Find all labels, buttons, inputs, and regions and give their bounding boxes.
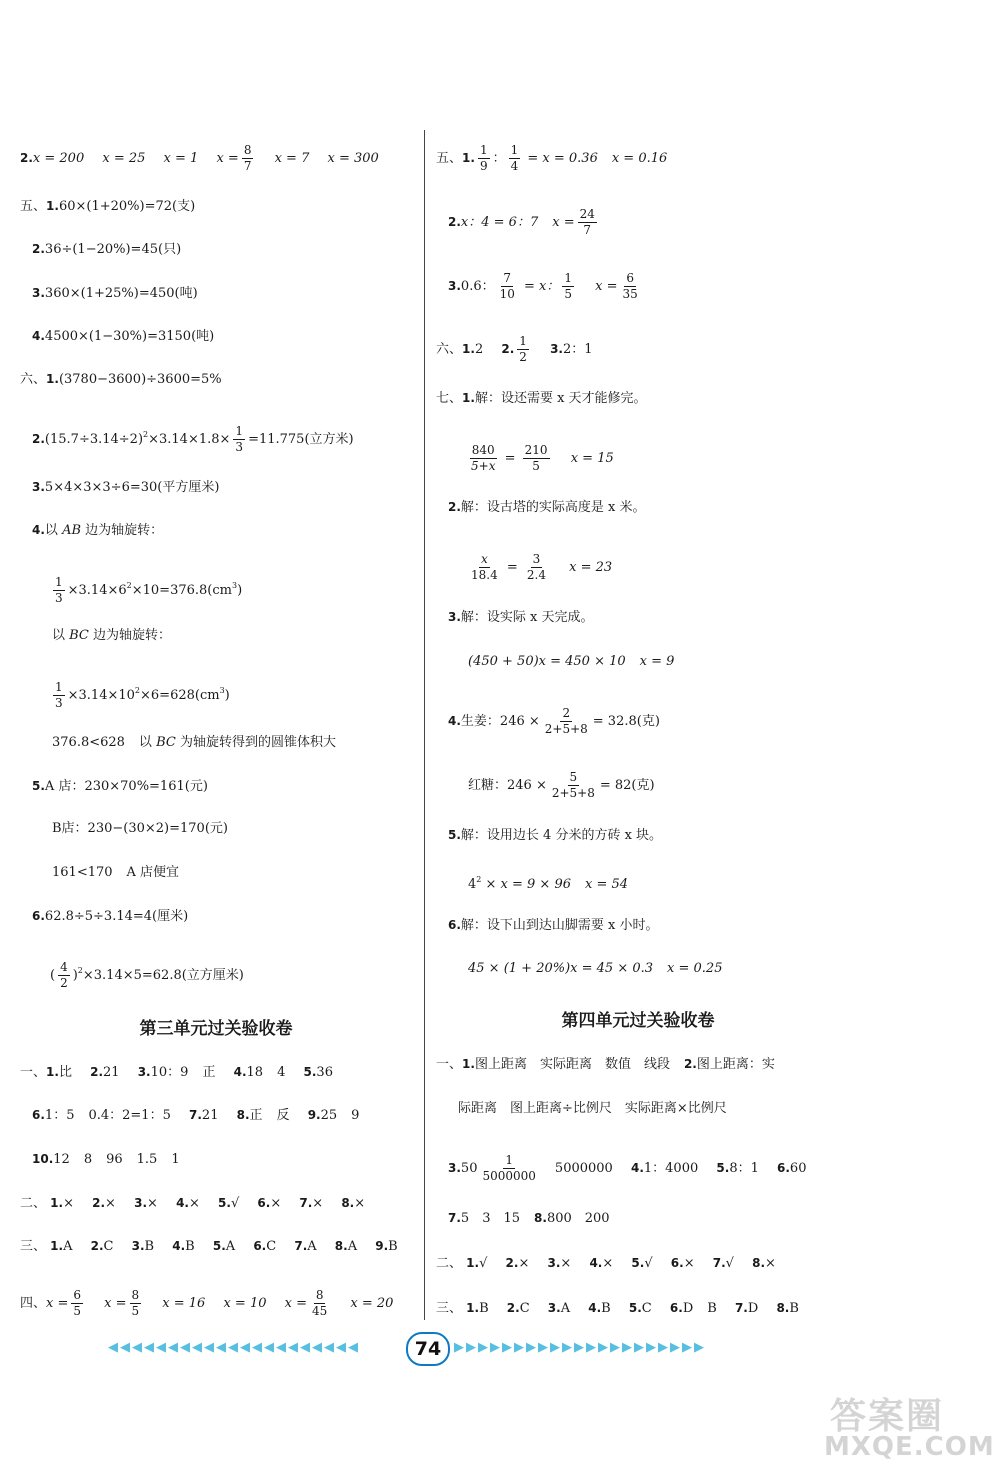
answer-line: 六、1.(3780−3600)÷3600=5% <box>20 372 222 387</box>
answer-line: 三、 1.A 2.C 3.B 4.B 5.A 6.C 7.A 8.A 9.B <box>20 1239 398 1254</box>
answer-line: $\frac{x}{18.4}$ = $\frac{3}{2.4}$ x = 23 <box>471 552 613 582</box>
fraction: $\frac{2}{2+5+8}$ <box>544 706 588 736</box>
answer-line: 以 BC 边为轴旋转： <box>52 628 172 643</box>
answer-line: 六、1.2 2. $\frac{1}{2}$ 3.2：1 <box>436 334 593 364</box>
answer-line: 2.x = 200 x = 25 x = 1 x = $\frac{8}{7}$ x = 7 x = 300 <box>20 143 379 173</box>
answer-line: (450 + 50)x = 450 × 10 x = 9 <box>468 654 675 669</box>
answer-line: 2.x：4 = 6：7 x = $\frac{24}{7}$ <box>448 207 595 237</box>
answer-line: B店：230−(30×2)=170(元) <box>52 821 228 836</box>
answer-line: 4.4500×(1−30%)=3150(吨) <box>32 329 215 344</box>
answer-line: 五、1.60×(1+20%)=72(支) <box>20 199 196 214</box>
fraction: $\frac{8}{7}$ <box>243 143 252 173</box>
answer-line: 五、1. $\frac{1}{9}$ ： $\frac{1}{4}$ = x = 0.36 x = 0.16 <box>436 143 668 173</box>
section-title: 第四单元过关验收卷 <box>561 1011 715 1031</box>
answer-line: 2.解：设古塔的实际高度是 x 米。 <box>448 500 646 515</box>
answer-line: 3.360×(1+25%)=450(吨) <box>32 286 198 301</box>
answer-line: 3.50 $\frac{1}{5000000}$ 5000000 4.1：4000 5.8：1 6.60 <box>448 1153 807 1183</box>
fraction: $\frac{8}{5}$ <box>131 1288 140 1318</box>
fraction: $\frac{840}{5+x}$ <box>471 443 496 473</box>
answer-line: 4.生姜：246 × $\frac{2}{2+5+8}$ = 32.8(克) <box>448 706 660 736</box>
answer-line: $4^2 \times x = 9 \times 96$ x = 54 <box>468 875 629 892</box>
column-divider <box>424 130 425 1320</box>
arrow-decoration-left: ◀◀◀◀◀◀◀◀◀◀◀◀◀◀◀◀◀◀◀◀◀ <box>108 1340 360 1355</box>
answer-line: 际距离 图上距离÷比例尺 实际距离×比例尺 <box>458 1101 727 1116</box>
answer-line: 4.以 AB 边为轴旋转： <box>32 523 164 538</box>
answer-line: 二、 1.× 2.× 3.× 4.× 5.√ 6.× 7.× 8.× <box>20 1196 366 1211</box>
answer-line: 7.5 3 15 8.800 200 <box>448 1211 610 1226</box>
answer-line: 5.A 店：230×70%=161(元) <box>32 779 208 794</box>
fraction: $\frac{1}{9}$ <box>479 143 488 173</box>
fraction: $\frac{3}{2.4}$ <box>526 552 546 582</box>
fraction: $\frac{210}{5}$ <box>524 443 548 473</box>
fraction: $\frac{1}{5000000}$ <box>482 1153 536 1183</box>
answer-line: $\frac{840}{5+x}$ = $\frac{210}{5}$ x = 15 <box>471 443 614 473</box>
fraction: $\frac{8}{45}$ <box>312 1288 328 1318</box>
item-number: 2. <box>20 151 33 165</box>
answer-line: $\frac{1}{3}$ $\times 3.14\times 10^2\times 6=628(cm^3)$ <box>55 680 230 710</box>
fraction: $\frac{6}{5}$ <box>73 1288 82 1318</box>
answer-line: 3.5×4×3×3÷6=30(平方厘米) <box>32 480 220 495</box>
answer-line: $\frac{1}{3}$ $\times 3.14\times 6^2\times 10=376.8(cm^3)$ <box>55 575 243 605</box>
page-footer <box>108 1334 748 1362</box>
fraction: $\frac{24}{7}$ <box>579 207 595 237</box>
answer-line: 10.12 8 96 1.5 1 <box>32 1152 180 1167</box>
fraction: $\frac{4}{2}$ <box>60 960 68 990</box>
answer-line: 161<170 A 店便宜 <box>52 865 180 880</box>
answer-line: 45 × (1 + 20%)x = 45 × 0.3 x = 0.25 <box>468 961 723 976</box>
fraction: $\frac{1}{3}$ <box>235 424 244 454</box>
watermark-url: MXQE.COM <box>824 1432 995 1462</box>
answer-line: 3.解：设实际 x 天完成。 <box>448 610 594 625</box>
answer-line: 5.解：设用边长 4 分米的方砖 x 块。 <box>448 828 663 843</box>
answer-line: 6.62.8÷5÷3.14=4(厘米) <box>32 909 189 924</box>
answer-line: 6.解：设下山到达山脚需要 x 小时。 <box>448 918 659 933</box>
answer-line: 四、x = $\frac{6}{5}$ x = $\frac{8}{5}$ x = 16 x = 10 x = $\frac{8}{45}$ x = 20 <box>20 1288 394 1318</box>
fraction: $\frac{1}{3}$ <box>55 680 63 710</box>
answer-line: 6.1：5 0.4：2=1：5 7.21 8.正 反 9.25 9 <box>32 1108 360 1123</box>
answer-line: 红糖：246 × $\frac{5}{2+5+8}$ = 82(克) <box>468 770 655 800</box>
arrow-decoration-right: ▶▶▶▶▶▶▶▶▶▶▶▶▶▶▶▶▶▶▶▶▶ <box>454 1340 706 1355</box>
answer-line: 七、1.解：设还需要 x 天才能修完。 <box>436 391 647 406</box>
fraction: $\frac{5}{2+5+8}$ <box>551 770 595 800</box>
section-title: 第三单元过关验收卷 <box>139 1019 293 1039</box>
fraction: $\frac{1}{3}$ <box>55 575 63 605</box>
answer-line: 二、 1.√ 2.× 3.× 4.× 5.√ 6.× 7.√ 8.× <box>436 1256 776 1271</box>
answer-line: 2.36÷(1−20%)=45(只) <box>32 242 182 257</box>
answer-line: 一、1.图上距离 实际距离 数值 线段 2.图上距离：实 <box>436 1057 775 1072</box>
fraction: $\frac{7}{10}$ <box>499 271 515 301</box>
answer-line: 三、 1.B 2.C 3.A 4.B 5.C 6.D B 7.D 8.B <box>436 1301 799 1316</box>
fraction: $\frac{1}{2}$ <box>519 334 527 364</box>
page-number: 74 <box>406 1332 450 1366</box>
answer-line: 一、1.比 2.21 3.10：9 正 4.18 4 5.36 <box>20 1065 333 1080</box>
fraction: $\frac{6}{35}$ <box>622 271 638 301</box>
watermark-logo <box>820 1388 995 1468</box>
answer-line: 376.8<628 以 BC 为轴旋转得到的圆锥体积大 <box>52 735 336 750</box>
answer-line: $2.(15.7\div 3.14\div 2)^2\times 3.14\times 1.8\times$ $\frac{1}{3}$ =11.775(立方米) <box>32 424 354 454</box>
fraction: $\frac{1}{4}$ <box>510 143 519 173</box>
watermark-text: 答案圈 <box>830 1396 945 1437</box>
answer-line: ( $\frac{4}{2}$ )$^2$×3.14×5=62.8(立方厘米) <box>50 960 244 990</box>
answer-line: 3.0.6： $\frac{7}{10}$ = x： $\frac{1}{5}$ x = $\frac{6}{35}$ <box>448 271 638 301</box>
fraction: $\frac{x}{18.4}$ <box>471 552 498 582</box>
fraction: $\frac{1}{5}$ <box>564 271 573 301</box>
